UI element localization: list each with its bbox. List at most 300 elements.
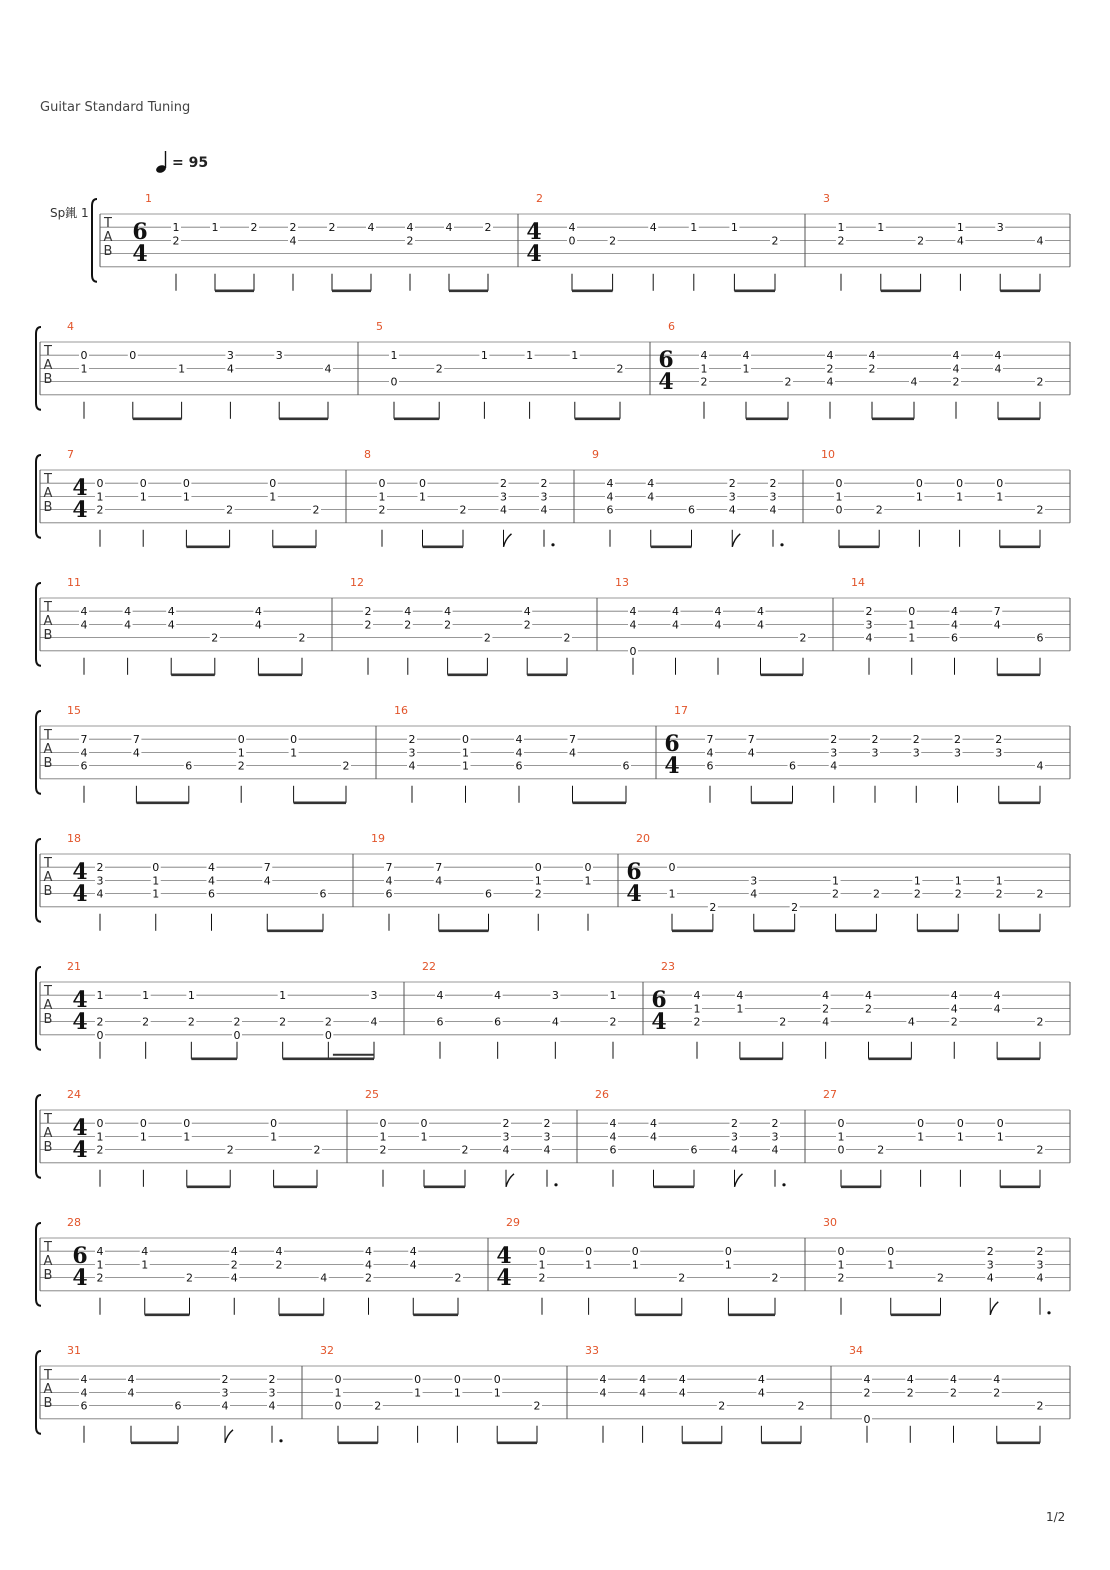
fret-number: 4 bbox=[385, 874, 393, 888]
fret-number: 4 bbox=[167, 618, 175, 632]
fret-number: 2 bbox=[454, 1271, 462, 1285]
time-signature-bottom: 4 bbox=[658, 369, 674, 395]
fret-number: 2 bbox=[226, 503, 234, 517]
time-signature-top: 6 bbox=[626, 859, 642, 885]
tempo-value: = 95 bbox=[172, 155, 209, 171]
fret-number: 4 bbox=[952, 349, 960, 363]
fret-number: 3 bbox=[995, 746, 1003, 760]
fret-number: 2 bbox=[771, 1271, 779, 1285]
fret-number: 2 bbox=[538, 1271, 546, 1285]
fret-number: 2 bbox=[616, 362, 624, 376]
fret-number: 6 bbox=[436, 1015, 444, 1029]
fret-number: 4 bbox=[141, 1245, 149, 1259]
fret-number: 6 bbox=[789, 759, 796, 773]
fret-number: 2 bbox=[289, 221, 297, 235]
fret-number: 2 bbox=[406, 234, 414, 248]
measure-number: 25 bbox=[365, 1088, 379, 1101]
tab-clef-letter: A bbox=[43, 1126, 53, 1141]
fret-number: 4 bbox=[320, 1271, 328, 1285]
fret-number: 3 bbox=[728, 490, 736, 504]
fret-number: 1 bbox=[279, 989, 287, 1003]
measure-number: 14 bbox=[851, 576, 865, 589]
fret-number: 2 bbox=[950, 1386, 957, 1400]
fret-number: 3 bbox=[986, 1258, 994, 1272]
fret-number: 2 bbox=[917, 234, 925, 248]
fret-number: 1 bbox=[956, 490, 964, 504]
fret-number: 4 bbox=[649, 221, 657, 235]
fret-number: 2 bbox=[954, 733, 961, 747]
fret-number: 4 bbox=[994, 349, 1002, 363]
fret-number: 4 bbox=[609, 1130, 617, 1144]
fret-number: 4 bbox=[540, 503, 548, 517]
tab-clef-letter: A bbox=[43, 486, 53, 501]
fret-number: 0 bbox=[493, 1373, 501, 1387]
fret-number: 4 bbox=[127, 1386, 135, 1400]
dotted-note-dot bbox=[551, 543, 554, 546]
eighth-flag bbox=[225, 1430, 233, 1443]
fret-number: 0 bbox=[568, 234, 576, 248]
time-signature-top: 4 bbox=[72, 475, 88, 501]
fret-number: 0 bbox=[390, 375, 398, 389]
fret-number: 6 bbox=[80, 759, 88, 773]
fret-number: 0 bbox=[324, 1028, 332, 1042]
fret-number: 1 bbox=[917, 1130, 925, 1144]
fret-number: 1 bbox=[462, 759, 469, 773]
time-signature-bottom: 4 bbox=[664, 753, 680, 779]
fret-number: 2 bbox=[877, 1143, 885, 1157]
fret-number: 1 bbox=[211, 221, 219, 235]
fret-number: 4 bbox=[769, 503, 777, 517]
fret-number: 1 bbox=[493, 1386, 501, 1400]
fret-number: 2 bbox=[237, 759, 245, 773]
fret-number: 2 bbox=[459, 503, 467, 517]
fret-number: 1 bbox=[420, 1130, 428, 1144]
fret-number: 2 bbox=[342, 759, 350, 773]
fret-number: 0 bbox=[585, 1245, 593, 1259]
fret-number: 0 bbox=[887, 1245, 895, 1259]
fret-number: 3 bbox=[500, 490, 507, 504]
fret-number: 2 bbox=[364, 605, 372, 619]
fret-number: 0 bbox=[269, 477, 277, 491]
fret-number: 1 bbox=[96, 1258, 104, 1272]
time-signature-bottom: 4 bbox=[651, 1009, 667, 1035]
fret-number: 4 bbox=[956, 234, 964, 248]
fret-number: 0 bbox=[534, 861, 542, 875]
fret-number: 4 bbox=[771, 1143, 779, 1157]
fret-number: 4 bbox=[370, 1015, 378, 1029]
fret-number: 0 bbox=[462, 733, 469, 747]
fret-number: 0 bbox=[270, 1117, 278, 1131]
fret-number: 0 bbox=[917, 1117, 925, 1131]
fret-number: 4 bbox=[639, 1373, 647, 1387]
measure-number: 31 bbox=[67, 1344, 81, 1357]
track-name: Sp錷 1 bbox=[50, 206, 89, 220]
fret-number: 4 bbox=[254, 605, 262, 619]
fret-number: 0 bbox=[837, 1245, 845, 1259]
fret-number: 1 bbox=[668, 887, 676, 901]
fret-number: 1 bbox=[270, 1130, 278, 1144]
fret-number: 3 bbox=[370, 989, 378, 1003]
fret-number: 2 bbox=[313, 1143, 321, 1157]
fret-number: 6 bbox=[1036, 631, 1044, 645]
fret-number: 1 bbox=[996, 1130, 1004, 1144]
fret-number: 1 bbox=[453, 1386, 461, 1400]
fret-number: 4 bbox=[406, 221, 414, 235]
fret-number: 1 bbox=[736, 1002, 744, 1016]
time-signature-top: 4 bbox=[72, 987, 88, 1013]
fret-number: 2 bbox=[484, 221, 492, 235]
fret-number: 2 bbox=[912, 733, 920, 747]
measure-number: 29 bbox=[506, 1216, 520, 1229]
fret-number: 1 bbox=[908, 618, 916, 632]
eighth-flag bbox=[506, 1174, 514, 1187]
fret-number: 4 bbox=[700, 349, 708, 363]
fret-number: 3 bbox=[275, 349, 283, 363]
fret-number: 6 bbox=[174, 1399, 182, 1413]
fret-number: 4 bbox=[1036, 234, 1044, 248]
tab-clef-letter: A bbox=[43, 998, 53, 1013]
measure-number: 9 bbox=[592, 448, 599, 461]
dotted-note-dot bbox=[1047, 1311, 1050, 1314]
fret-number: 4 bbox=[445, 221, 453, 235]
fret-number: 6 bbox=[606, 503, 614, 517]
fret-number: 1 bbox=[837, 221, 845, 235]
fret-number: 6 bbox=[385, 887, 393, 901]
fret-number: 0 bbox=[915, 477, 923, 491]
tab-clef-letter: B bbox=[43, 884, 53, 899]
fret-number: 2 bbox=[96, 1015, 104, 1029]
fret-number: 4 bbox=[822, 989, 830, 1003]
tab-clef-letter: T bbox=[44, 1368, 52, 1383]
fret-number: 1 bbox=[80, 362, 88, 376]
fret-number: 1 bbox=[414, 1386, 422, 1400]
dotted-note-dot bbox=[279, 1439, 282, 1442]
time-signature-top: 6 bbox=[132, 219, 148, 245]
fret-number: 4 bbox=[96, 887, 104, 901]
fret-number: 3 bbox=[96, 874, 104, 888]
fret-number: 4 bbox=[365, 1258, 372, 1272]
measure-number: 8 bbox=[364, 448, 371, 461]
fret-number: 4 bbox=[230, 1245, 238, 1259]
fret-number: 0 bbox=[414, 1373, 422, 1387]
fret-number: 4 bbox=[80, 1386, 88, 1400]
fret-number: 7 bbox=[263, 861, 271, 875]
fret-number: 1 bbox=[954, 874, 962, 888]
measure-number: 1 bbox=[145, 192, 152, 205]
fret-number: 2 bbox=[540, 477, 548, 491]
fret-number: 4 bbox=[650, 1117, 657, 1131]
fret-number: 4 bbox=[80, 605, 88, 619]
fret-number: 0 bbox=[139, 1117, 147, 1131]
fret-number: 4 bbox=[986, 1271, 994, 1285]
fret-number: 4 bbox=[230, 1271, 238, 1285]
fret-number: 1 bbox=[585, 1258, 593, 1272]
fret-number: 0 bbox=[956, 1117, 964, 1131]
measure-number: 21 bbox=[67, 960, 81, 973]
fret-number: 2 bbox=[995, 887, 1003, 901]
fret-number: 6 bbox=[609, 1143, 617, 1157]
fret-number: 1 bbox=[609, 989, 617, 1003]
fret-number: 4 bbox=[435, 874, 443, 888]
fret-number: 4 bbox=[208, 861, 215, 875]
fret-number: 4 bbox=[950, 1373, 957, 1387]
fret-number: 2 bbox=[771, 234, 779, 248]
fret-number: 3 bbox=[830, 746, 838, 760]
fret-number: 0 bbox=[668, 861, 676, 875]
fret-number: 0 bbox=[996, 1117, 1004, 1131]
time-signature-bottom: 4 bbox=[526, 241, 542, 267]
fret-number: 4 bbox=[736, 989, 744, 1003]
fret-number: 4 bbox=[865, 989, 872, 1003]
fret-number: 3 bbox=[268, 1386, 276, 1400]
fret-number: 4 bbox=[124, 605, 132, 619]
fret-number: 4 bbox=[599, 1386, 607, 1400]
fret-number: 4 bbox=[515, 733, 523, 747]
fret-number: 1 bbox=[995, 874, 1003, 888]
fret-number: 4 bbox=[868, 349, 876, 363]
fret-number: 2 bbox=[837, 234, 845, 248]
fret-number: 4 bbox=[494, 989, 502, 1003]
fret-number: 1 bbox=[390, 349, 398, 363]
fret-number: 0 bbox=[863, 1412, 871, 1426]
fret-number: 2 bbox=[1036, 1399, 1044, 1413]
fret-number: 1 bbox=[152, 887, 160, 901]
fret-number: 4 bbox=[96, 1245, 104, 1259]
fret-number: 2 bbox=[1036, 375, 1044, 389]
tab-clef-letter: A bbox=[43, 358, 53, 373]
fret-number: 1 bbox=[141, 1258, 149, 1272]
fret-number: 3 bbox=[408, 746, 416, 760]
fret-number: 4 bbox=[268, 1399, 276, 1413]
fret-number: 4 bbox=[830, 759, 838, 773]
fret-number: 4 bbox=[714, 605, 722, 619]
fret-number: 4 bbox=[221, 1399, 229, 1413]
fret-number: 4 bbox=[826, 375, 834, 389]
tab-clef-letter: B bbox=[43, 628, 53, 643]
fret-number: 2 bbox=[797, 1399, 805, 1413]
measure-number: 7 bbox=[67, 448, 74, 461]
fret-number: 4 bbox=[747, 746, 755, 760]
fret-number: 4 bbox=[132, 746, 140, 760]
fret-number: 4 bbox=[678, 1373, 686, 1387]
time-signature-top: 4 bbox=[72, 1115, 88, 1141]
fret-number: 4 bbox=[910, 375, 918, 389]
fret-number: 4 bbox=[1036, 1271, 1044, 1285]
fret-number: 4 bbox=[515, 746, 523, 760]
fret-number: 2 bbox=[1036, 1015, 1044, 1029]
fret-number: 1 bbox=[96, 1130, 104, 1144]
fret-number: 0 bbox=[538, 1245, 546, 1259]
fret-number: 2 bbox=[678, 1271, 686, 1285]
fret-number: 2 bbox=[906, 1386, 914, 1400]
measure-number: 3 bbox=[823, 192, 830, 205]
fret-number: 7 bbox=[569, 733, 576, 747]
fret-number: 4 bbox=[408, 759, 416, 773]
fret-number: 0 bbox=[724, 1245, 732, 1259]
fret-number: 0 bbox=[453, 1373, 461, 1387]
fret-number: 4 bbox=[714, 618, 722, 632]
measure-number: 22 bbox=[422, 960, 436, 973]
fret-number: 4 bbox=[502, 1143, 510, 1157]
fret-number: 2 bbox=[731, 1117, 738, 1131]
fret-number: 0 bbox=[996, 477, 1004, 491]
fret-number: 2 bbox=[709, 900, 717, 914]
fret-number: 4 bbox=[993, 1002, 1001, 1016]
fret-number: 2 bbox=[172, 234, 180, 248]
eighth-flag bbox=[504, 534, 512, 547]
measure-number: 10 bbox=[821, 448, 835, 461]
tab-clef-letter: T bbox=[104, 216, 112, 231]
fret-number: 2 bbox=[718, 1399, 726, 1413]
fret-number: 4 bbox=[731, 1143, 738, 1157]
fret-number: 2 bbox=[1036, 1143, 1044, 1157]
tab-clef-letter: T bbox=[44, 728, 52, 743]
fret-number: 2 bbox=[830, 733, 838, 747]
measure-number: 19 bbox=[371, 832, 385, 845]
fret-number: 0 bbox=[420, 1117, 428, 1131]
eighth-flag bbox=[735, 1174, 743, 1187]
fret-number: 4 bbox=[650, 1130, 657, 1144]
fret-number: 4 bbox=[994, 362, 1002, 376]
time-signature-bottom: 4 bbox=[72, 1009, 88, 1035]
fret-number: 2 bbox=[250, 221, 258, 235]
fret-number: 2 bbox=[993, 1386, 1001, 1400]
tab-clef-letter: B bbox=[43, 1140, 53, 1155]
fret-number: 2 bbox=[700, 375, 708, 389]
fret-number: 4 bbox=[993, 1373, 1001, 1387]
fret-number: 4 bbox=[706, 746, 714, 760]
measure-number: 30 bbox=[823, 1216, 837, 1229]
fret-number: 7 bbox=[706, 733, 714, 747]
fret-number: 0 bbox=[835, 477, 843, 491]
fret-number: 7 bbox=[993, 605, 1001, 619]
fret-number: 2 bbox=[435, 362, 443, 376]
tab-clef-letter: T bbox=[44, 600, 52, 615]
fret-number: 1 bbox=[730, 221, 738, 235]
fret-number: 0 bbox=[183, 1117, 191, 1131]
fret-number: 4 bbox=[275, 1245, 283, 1259]
fret-number: 4 bbox=[289, 234, 297, 248]
fret-number: 4 bbox=[609, 1117, 617, 1131]
fret-number: 3 bbox=[865, 618, 873, 632]
fret-number: 2 bbox=[875, 503, 883, 517]
fret-number: 4 bbox=[226, 362, 234, 376]
fret-number: 2 bbox=[186, 1271, 193, 1285]
fret-number: 0 bbox=[129, 349, 137, 363]
time-signature-bottom: 4 bbox=[132, 241, 148, 267]
tab-clef-letter: A bbox=[43, 614, 53, 629]
fret-number: 4 bbox=[629, 618, 637, 632]
fret-number: 1 bbox=[913, 874, 921, 888]
fret-number: 4 bbox=[80, 618, 88, 632]
fret-number: 2 bbox=[211, 631, 219, 645]
fret-number: 4 bbox=[444, 605, 452, 619]
fret-number: 2 bbox=[444, 618, 452, 632]
fret-number: 6 bbox=[706, 759, 714, 773]
fret-number: 1 bbox=[269, 490, 277, 504]
fret-number: 4 bbox=[826, 349, 834, 363]
fret-number: 4 bbox=[647, 477, 655, 491]
fret-number: 2 bbox=[791, 900, 799, 914]
fret-number: 4 bbox=[167, 605, 175, 619]
fret-number: 1 bbox=[480, 349, 488, 363]
fret-number: 2 bbox=[543, 1117, 551, 1131]
fret-number: 1 bbox=[462, 746, 469, 760]
fret-number: 4 bbox=[551, 1015, 559, 1029]
measure-number: 34 bbox=[849, 1344, 863, 1357]
fret-number: 1 bbox=[334, 1386, 342, 1400]
fret-number: 2 bbox=[822, 1002, 830, 1016]
time-signature-bottom: 4 bbox=[72, 497, 88, 523]
fret-number: 6 bbox=[208, 887, 215, 901]
fret-number: 2 bbox=[863, 1386, 871, 1400]
fret-number: 1 bbox=[837, 1130, 845, 1144]
fret-number: 4 bbox=[757, 1386, 765, 1400]
fret-number: 2 bbox=[779, 1015, 787, 1029]
fret-number: 2 bbox=[563, 631, 571, 645]
fret-number: 6 bbox=[622, 759, 630, 773]
fret-number: 4 bbox=[993, 989, 1001, 1003]
fret-number: 4 bbox=[543, 1143, 551, 1157]
fret-number: 0 bbox=[96, 1028, 104, 1042]
fret-number: 4 bbox=[409, 1245, 417, 1259]
fret-number: 2 bbox=[275, 1258, 283, 1272]
tab-clef-letter: B bbox=[43, 372, 53, 387]
fret-number: 0 bbox=[584, 861, 592, 875]
fret-number: 4 bbox=[127, 1373, 135, 1387]
fret-number: 2 bbox=[534, 887, 542, 901]
fret-number: 3 bbox=[996, 221, 1004, 235]
fret-number: 1 bbox=[571, 349, 579, 363]
fret-number: 3 bbox=[771, 1130, 779, 1144]
fret-number: 2 bbox=[865, 605, 873, 619]
fret-number: 4 bbox=[757, 605, 764, 619]
fret-number: 4 bbox=[865, 631, 873, 645]
time-signature-bottom: 4 bbox=[496, 1265, 512, 1291]
measure-number: 12 bbox=[350, 576, 364, 589]
measure-number: 16 bbox=[394, 704, 408, 717]
fret-number: 1 bbox=[526, 349, 534, 363]
fret-number: 0 bbox=[908, 605, 916, 619]
fret-number: 4 bbox=[500, 503, 507, 517]
fret-number: 4 bbox=[822, 1015, 830, 1029]
fret-number: 4 bbox=[672, 618, 679, 632]
eighth-flag bbox=[990, 1302, 998, 1315]
fret-number: 4 bbox=[568, 221, 576, 235]
fret-number: 3 bbox=[912, 746, 920, 760]
fret-number: 0 bbox=[152, 861, 160, 875]
fret-number: 3 bbox=[551, 989, 559, 1003]
fret-number: 4 bbox=[1036, 759, 1044, 773]
fret-number: 4 bbox=[606, 490, 614, 504]
fret-number: 0 bbox=[629, 644, 637, 658]
fret-number: 2 bbox=[96, 861, 104, 875]
fret-number: 2 bbox=[832, 887, 840, 901]
fret-number: 3 bbox=[221, 1386, 229, 1400]
fret-number: 1 bbox=[956, 1130, 964, 1144]
measure-number: 4 bbox=[67, 320, 74, 333]
fret-number: 2 bbox=[378, 503, 386, 517]
tab-clef-letter: B bbox=[103, 244, 113, 259]
fret-number: 1 bbox=[379, 1130, 387, 1144]
fret-number: 0 bbox=[956, 477, 964, 491]
fret-number: 7 bbox=[385, 861, 393, 875]
fret-number: 6 bbox=[185, 759, 193, 773]
fret-number: 1 bbox=[139, 1130, 147, 1144]
fret-number: 2 bbox=[379, 1143, 387, 1157]
fret-number: 2 bbox=[328, 221, 336, 235]
tab-clef-letter: B bbox=[43, 756, 53, 771]
